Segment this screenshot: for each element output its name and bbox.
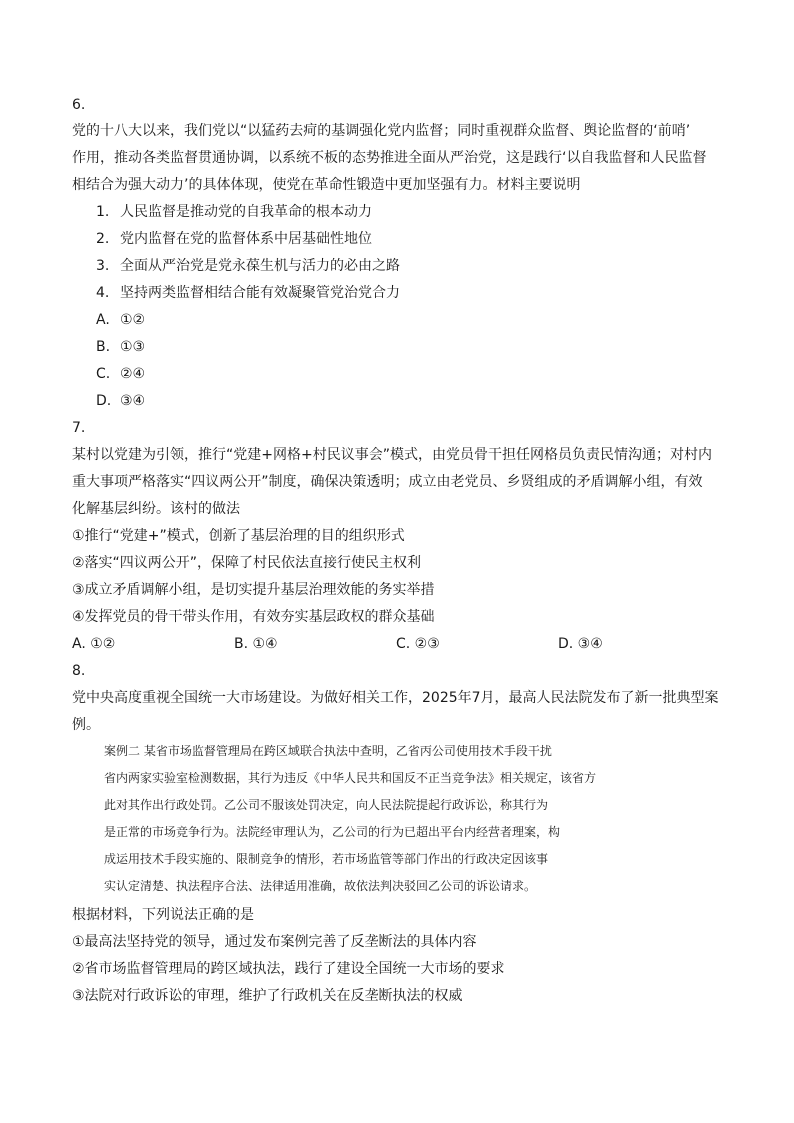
question-stem-line: 党的十八大以来，我们党以“以猛药去疴的基调强化党内监督；同时重视群众监督、舆论监督的‘前哨’ [72, 123, 691, 139]
case-text-line: 省内两家实验室检测数据，其行为违反《中华人民共和国反不正当竞争法》相关规定，该省方 [104, 771, 597, 785]
statement-item: ②落实“四议两公开”，保障了村民依法直接行使民主权利 [72, 555, 422, 571]
answer-option-b: B. ①③ [96, 339, 146, 355]
answer-option-c: C. ②③ [396, 636, 440, 652]
answer-option-c: C. ②④ [96, 366, 146, 382]
question-number: 6. [72, 97, 86, 113]
answer-option-b: B. ①④ [234, 636, 278, 652]
statement-item: ③成立矛盾调解小组，是切实提升基层治理效能的务实举措 [72, 582, 435, 598]
case-text-line: 案例二 某省市场监督管理局在跨区域联合执法中查明，乙省丙公司使用技术手段干扰 [104, 744, 552, 758]
case-text-line: 此对其作出行政处罚。乙公司不服该处罚决定，向人民法院提起行政诉讼，称其行为 [104, 798, 549, 812]
statement-item: ②省市场监督管理局的跨区域执法，践行了建设全国统一大市场的要求 [72, 961, 505, 977]
question-stem-line: 重大事项严格落实“四议两公开”制度，确保决策透明；成立由老党员、乡贤组成的矛盾调解小组，有效 [72, 474, 703, 490]
case-text-line: 成运用技术手段实施的、限制竞争的情形，若市场监管等部门作出的行政决定因该事 [104, 852, 549, 866]
answer-option-d: D. ③④ [96, 393, 146, 409]
case-text-line: 实认定清楚、执法程序合法、法律适用准确，故依法判决驳回乙公司的诉讼请求。 [104, 879, 537, 893]
question-stem-line: 作用，推动各类监督贯通协调，以系统不板的态势推进全面从严治党，这是践行‘以自我监督和人民监督 [72, 150, 707, 166]
statement-item: 2. 党内监督在党的监督体系中居基础性地位 [96, 231, 372, 247]
question-number: 7. [72, 420, 86, 436]
question-stem-line: 相结合为强大动力’的具体体现，使党在革命性锻造中更加坚强有力。材料主要说明 [72, 177, 581, 193]
statement-item: ①推行“党建+”模式，创新了基层治理的目的组织形式 [72, 528, 405, 544]
question-stem-line: 例。 [72, 717, 100, 733]
statement-item: 4. 坚持两类监督相结合能有效凝聚管党治党合力 [96, 285, 400, 301]
answer-option-d: D. ③④ [558, 636, 603, 652]
question-number: 8. [72, 663, 86, 679]
statement-item: ①最高法坚持党的领导，通过发布案例完善了反垄断法的具体内容 [72, 934, 477, 950]
statement-item: ④发挥党员的骨干带头作用，有效夯实基层政权的群众基础 [72, 609, 435, 625]
question-stem-line: 党中央高度重视全国统一大市场建设。为做好相关工作，2025年7月，最高人民法院发布了新一批典型案 [72, 690, 719, 706]
statement-item: ③法院对行政诉讼的审理，维护了行政机关在反垄断执法的权威 [72, 988, 463, 1004]
statement-item: 3. 全面从严治党是党永葆生机与活力的必由之路 [96, 258, 400, 274]
answer-option-a: A. ①② [96, 312, 146, 328]
answer-option-a: A. ①② [72, 636, 116, 652]
question-stem-line: 某村以党建为引领，推行“党建+网格+村民议事会”模式，由党员骨干担任网格员负责民情沟通；对村内 [72, 447, 712, 463]
question-stem-line: 化解基层纠纷。该村的做法 [72, 501, 240, 517]
statement-item: 1. 人民监督是推动党的自我革命的根本动力 [96, 204, 372, 220]
question-prompt: 根据材料，下列说法正确的是 [72, 907, 254, 923]
case-text-line: 是正常的市场竞争行为。法院经审理认为，乙公司的行为已超出平台内经营者理案，构 [104, 825, 561, 839]
